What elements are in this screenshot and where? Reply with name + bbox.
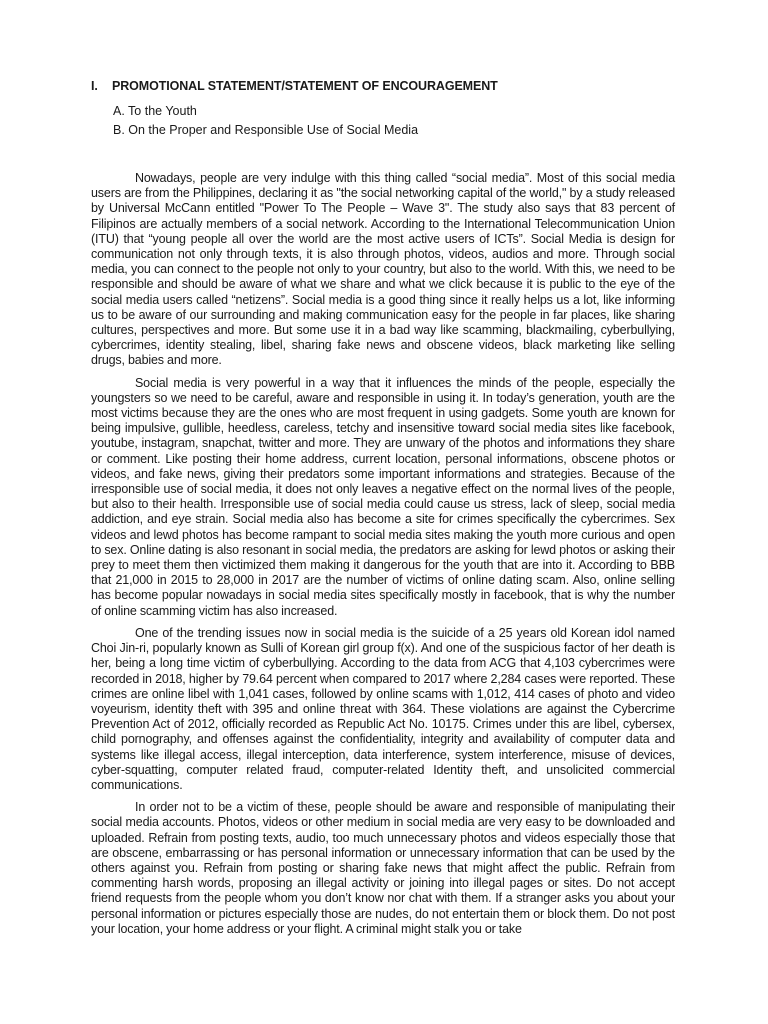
body-paragraph: One of the trending issues now in social media is the suicide of a 25 years old Korean idol named Choi Jin-ri, popularly known as Sulli of Korean girl group f(x). And one of the suspicious factor of her death is her, being a long time victim of cyberbullying. According to the data from ACG that 4,103 cybercrimes were recorded in 2018, higher by 79.64 percent when compared to 2017 where 2,284 cases were reported. These crimes are online libel with 1,041 cases, followed by online scams with 1,012, 414 cases of photo and video voyeurism, identity theft with 395 and online threat with 364. These violations are against the Cybercrime Prevention Act of 2012, officially recorded as Republic Act No. 10175. Crimes under this are libel, cybersex, child pornography, and offenses against the confidentiality, integrity and availability of computer data and systems like illegal access, illegal interception, data interference, system interference, misuse of devices, cyber-squatting, computer related fraud, computer-related Identity theft, and unsolicited commercial communications. (91, 625, 675, 792)
body-paragraph: Nowadays, people are very indulge with this thing called “social media”. Most of this social media users are from the Philippines, declaring it as "the social networking capital of the world," by a study released by Universal McCann entitled "Power To The People – Wave 3". The study also says that 83 percent of Filipinos are actually members of a social network. According to the International Telecommunication Union (ITU) that “young people all over the world are the most active users of ICTs”. Social Media is design for communication not only through texts, it is also through photos, videos, audios and more. Through social media, you can connect to the people not only to your country, but also to the world. With this, we need to be responsible and should be aware of what we share and what we click because it is public to the eye of the social media users called “netizens”. Social media is a good thing since it really helps us a lot, like informing us to be aware of our surrounding and making communication easy for the people in far places, like sharing cultures, perspectives and more. But some use it in a bad way like scamming, blackmailing, cyberbullying, cybercrimes, identity stealing, libel, sharing fake news and obscene videos, black marketing like selling drugs, babies and more. (91, 171, 675, 368)
body-paragraph: Social media is very powerful in a way that it influences the minds of the people, especially the youngsters so we need to be careful, aware and responsible in using it. In today’s generation, youth are the most victims because they are the ones who are most frequent in using gadgets. Some youth are known for being impulsive, gullible, heedless, careless, tetchy and insensitive toward social media sites like facebook, youtube, instagram, snapchat, twitter and more. They are unwary of the photos and informations they share or comment. Like posting their home address, current location, personal informations, obscene photos or videos, and fake news, giving their predators some important informations and strategies. Because of the irresponsible use of social media, it does not only leaves a negative effect on the normal lives of the people, but also to their health. Irresponsible use of social media could cause us stress, lack of sleep, social media addiction, and eye strain. Social media also has become a site for crimes specifically the cybercrimes. Sex videos and lewd photos has become rampant to social media sites making the youth more curious and open to sex. Online dating is also resonant in social media, the predators are asking for lewd photos or asking their prey to meet them then victimized them making it dangerous for the youth that are into it. According to BBB that 21,000 in 2015 to 28,000 in 2017 are the number of victims of online dating scam. Also, online selling has become popular nowadays in social media sites specifically mostly in facebook, that is why the number of online scamming victim has also increased. (91, 375, 675, 618)
section-title: PROMOTIONAL STATEMENT/STATEMENT OF ENCOURAGEMENT (112, 79, 498, 93)
section-number: I. (91, 79, 98, 93)
section-heading (91, 79, 498, 93)
subitem-youth: A. To the Youth (113, 104, 197, 118)
body-paragraph: In order not to be a victim of these, people should be aware and responsible of manipulating their social media accounts. Photos, videos or other medium in social media are very easy to be downloaded and uploaded. Refrain from posting texts, audio, too much unnecessary photos and videos especially those that are obscene, embarrassing or has personal information or unnecessary information that can be used by the others against you. Refrain from posting or sharing fake news that might affect the public. Refrain from commenting harsh words, proposing an illegal activity or joining into illegal pages or sites. Do not accept friend requests from the people whom you don’t know nor chat with them. If a stranger asks you about your personal information or pictures especially those are nudes, do not entertain them or block them. Do not post your location, your home address or your flight. A criminal might stalk you or take (91, 800, 675, 936)
subitem-social-media-use: B. On the Proper and Responsible Use of Social Media (113, 122, 419, 137)
subitem-list (113, 102, 418, 139)
document-body (91, 171, 675, 944)
